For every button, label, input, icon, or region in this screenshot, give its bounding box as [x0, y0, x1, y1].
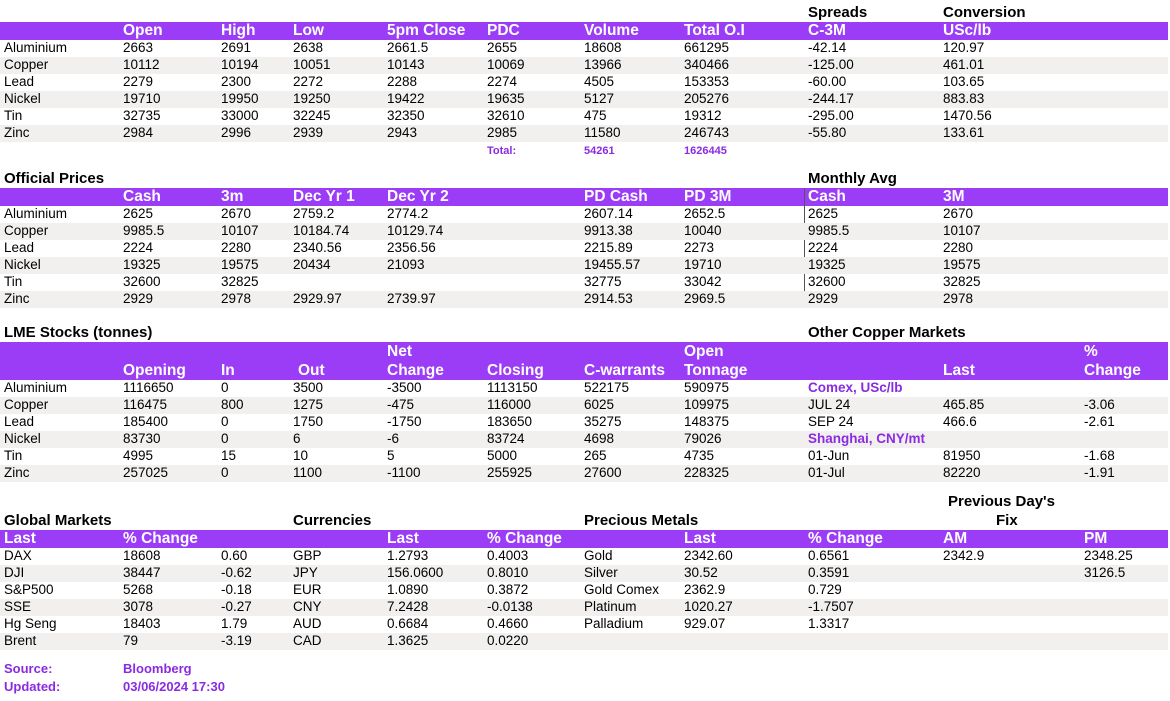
- cell-value: 661295: [684, 40, 730, 55]
- cell-value: 13966: [584, 57, 622, 72]
- cell-value: 185400: [123, 414, 169, 429]
- contract-label: SEP 24: [808, 414, 854, 429]
- metal-name: Silver: [584, 565, 618, 580]
- contract-change: -2.61: [1084, 414, 1115, 429]
- cell-value: 120.97: [943, 40, 985, 55]
- cell-value: 4995: [123, 448, 154, 463]
- cell-value: 116000: [487, 397, 532, 412]
- col-header: PD 3M: [684, 188, 732, 205]
- cell-value: 2279: [123, 74, 154, 89]
- cell-value: 1275: [293, 397, 324, 412]
- market-heading: Comex, USc/lb: [808, 380, 903, 395]
- col-header: 3m: [221, 188, 244, 205]
- currency-last: 0.6684: [387, 616, 429, 631]
- cell-value: -244.17: [808, 91, 854, 106]
- cell-value: 265: [584, 448, 607, 463]
- index-name: DAX: [4, 548, 32, 563]
- cell-value: 2929: [808, 291, 839, 306]
- index-change: 0.60: [221, 548, 248, 563]
- row-label: Zinc: [4, 291, 30, 306]
- cell-value: 10069: [487, 57, 525, 72]
- col-header: Tonnage: [684, 362, 748, 379]
- currency-code: EUR: [293, 582, 322, 597]
- monthly-avg-title: Monthly Avg: [808, 170, 897, 187]
- currency-change: -0.0138: [487, 599, 533, 614]
- total-volume: 54261: [584, 145, 615, 157]
- row-label: Aluminium: [4, 40, 68, 55]
- cell-value: 590975: [684, 380, 730, 395]
- col-header: Change: [387, 362, 444, 379]
- col-header: Open: [684, 343, 724, 360]
- cell-value: -55.80: [808, 125, 847, 140]
- cell-value: 475: [584, 108, 607, 123]
- cell-value: 10: [293, 448, 309, 463]
- cell-value: 5: [387, 448, 395, 463]
- cell-value: 2759.2: [293, 206, 335, 221]
- col-header: Dec Yr 2: [387, 188, 449, 205]
- row-label: Aluminium: [4, 206, 68, 221]
- cell-value: 2670: [221, 206, 252, 221]
- metal-change: -1.7507: [808, 599, 854, 614]
- cell-value: 800: [221, 397, 244, 412]
- cell-value: 19950: [221, 91, 259, 106]
- cell-value: 205276: [684, 91, 730, 106]
- currency-change: 0.4660: [487, 616, 529, 631]
- col-header: Closing: [487, 362, 544, 379]
- cell-value: 19250: [293, 91, 331, 106]
- cell-value: 9913.38: [584, 223, 633, 238]
- row-label: Zinc: [4, 125, 30, 140]
- index-change: -0.18: [221, 582, 252, 597]
- cell-value: 32600: [123, 274, 161, 289]
- col-header: Low: [293, 22, 324, 39]
- col-header: Last: [387, 530, 419, 547]
- cell-value: 5127: [584, 91, 615, 106]
- cell-value: 2663: [123, 40, 154, 55]
- cell-value: 522175: [584, 380, 630, 395]
- prev-fix-title: Fix: [996, 512, 1018, 529]
- cell-value: 2739.97: [387, 291, 436, 306]
- cell-value: 2661.5: [387, 40, 429, 55]
- row-label: Aluminium: [4, 380, 68, 395]
- cell-value: 257025: [123, 465, 169, 480]
- cell-value: 19312: [684, 108, 722, 123]
- index-change: 1.79: [221, 616, 248, 631]
- index-last: 18403: [123, 616, 161, 631]
- cell-value: 35275: [584, 414, 622, 429]
- cell-value: 20434: [293, 257, 331, 272]
- cell-value: 83724: [487, 431, 525, 446]
- cell-value: -1100: [387, 465, 421, 480]
- currency-code: CNY: [293, 599, 322, 614]
- cell-value: 19635: [487, 91, 525, 106]
- cell-value: 10184.74: [293, 223, 350, 238]
- col-header: %: [1084, 343, 1098, 360]
- col-header: Net: [387, 343, 412, 360]
- cell-value: 116475: [123, 397, 168, 412]
- cell-value: 19422: [387, 91, 425, 106]
- metal-name: Palladium: [584, 616, 644, 631]
- cell-value: 103.65: [943, 74, 985, 89]
- col-header: In: [221, 362, 235, 379]
- total-label: Total:: [487, 145, 517, 157]
- cell-value: 2224: [808, 240, 839, 255]
- cell-value: 4698: [584, 431, 615, 446]
- cell-value: 1750: [293, 414, 324, 429]
- col-header: Last: [943, 362, 975, 379]
- index-last: 18608: [123, 548, 161, 563]
- col-header: PD Cash: [584, 188, 648, 205]
- contract-change: -1.91: [1084, 465, 1115, 480]
- cell-value: 27600: [584, 465, 622, 480]
- cell-value: 10194: [221, 57, 259, 72]
- cell-value: 109975: [684, 397, 730, 412]
- cell-value: 2996: [221, 125, 252, 140]
- cell-value: 32775: [584, 274, 622, 289]
- contract-last: 465.85: [943, 397, 985, 412]
- cell-value: 1116650: [123, 380, 174, 395]
- currency-last: 7.2428: [387, 599, 429, 614]
- col-header: Volume: [584, 22, 639, 39]
- cell-value: 21093: [387, 257, 425, 272]
- cell-value: 4505: [584, 74, 615, 89]
- cell-value: 10129.74: [387, 223, 444, 238]
- cell-value: 32350: [387, 108, 425, 123]
- source-value: Bloomberg: [123, 661, 192, 676]
- metal-name: Platinum: [584, 599, 637, 614]
- cell-value: 883.83: [943, 91, 985, 106]
- fix-am: 2342.9: [943, 548, 985, 563]
- metal-change: 1.3317: [808, 616, 850, 631]
- col-header: AM: [943, 530, 968, 547]
- cell-value: 2691: [221, 40, 252, 55]
- contract-change: -3.06: [1084, 397, 1115, 412]
- currency-code: AUD: [293, 616, 322, 631]
- fix-pm: 3126.5: [1084, 565, 1126, 580]
- cell-value: 19575: [221, 257, 259, 272]
- index-last: 5268: [123, 582, 154, 597]
- cell-value: 33042: [684, 274, 722, 289]
- col-header: Dec Yr 1: [293, 188, 355, 205]
- cell-value: 461.01: [943, 57, 985, 72]
- col-header: PM: [1084, 530, 1108, 547]
- cell-value: 6025: [584, 397, 615, 412]
- metal-name: Gold: [584, 548, 613, 563]
- currency-code: GBP: [293, 548, 322, 563]
- cell-value: 2280: [221, 240, 252, 255]
- cell-value: 255925: [487, 465, 533, 480]
- col-header: 3M: [943, 188, 965, 205]
- cell-value: 15: [221, 448, 237, 463]
- col-header: Cash: [808, 188, 846, 205]
- cell-value: 2607.14: [584, 206, 633, 221]
- cell-value: 148375: [684, 414, 730, 429]
- currency-change: 0.4003: [487, 548, 529, 563]
- currency-code: JPY: [293, 565, 318, 580]
- cell-value: 10112: [123, 57, 160, 72]
- col-header: Last: [684, 530, 716, 547]
- col-header: PDC: [487, 22, 520, 39]
- total-oi: 1626445: [684, 145, 727, 157]
- contract-label: JUL 24: [808, 397, 851, 412]
- cell-value: 0: [221, 414, 229, 429]
- source-label: Source:: [4, 661, 53, 676]
- cell-value: 10051: [293, 57, 331, 72]
- cell-value: 4735: [684, 448, 715, 463]
- divider: [804, 188, 805, 306]
- cell-value: 79026: [684, 431, 722, 446]
- cell-value: 32610: [487, 108, 525, 123]
- row-label: Lead: [4, 414, 35, 429]
- row-label: Nickel: [4, 257, 41, 272]
- cell-value: 228325: [684, 465, 730, 480]
- metal-change: 0.3591: [808, 565, 850, 580]
- cell-value: -3500: [387, 380, 422, 395]
- contract-last: 81950: [943, 448, 981, 463]
- row-label: Tin: [4, 274, 23, 289]
- cell-value: 33000: [221, 108, 259, 123]
- index-name: SSE: [4, 599, 32, 614]
- cell-value: 2929: [123, 291, 154, 306]
- row-label: Lead: [4, 240, 35, 255]
- cell-value: 32245: [293, 108, 331, 123]
- cell-value: 10107: [221, 223, 259, 238]
- conversion-title: Conversion: [943, 4, 1026, 21]
- cell-value: 2670: [943, 206, 974, 221]
- cell-value: 2638: [293, 40, 324, 55]
- row-label: Tin: [4, 108, 23, 123]
- cell-value: 32825: [943, 274, 981, 289]
- cell-value: 133.61: [943, 125, 985, 140]
- updated-value: 03/06/2024 17:30: [123, 679, 225, 694]
- cell-value: 6: [293, 431, 301, 446]
- metal-last: 1020.27: [684, 599, 733, 614]
- cell-value: 2914.53: [584, 291, 633, 306]
- cell-value: 2652.5: [684, 206, 726, 221]
- cell-value: 2356.56: [387, 240, 436, 255]
- cell-value: 2625: [808, 206, 839, 221]
- cell-value: -42.14: [808, 40, 847, 55]
- cell-value: 1470.56: [943, 108, 992, 123]
- other-copper-title: Other Copper Markets: [808, 324, 966, 341]
- currency-last: 1.2793: [387, 548, 429, 563]
- cell-value: 2939: [293, 125, 324, 140]
- col-header: Out: [298, 362, 325, 379]
- cell-value: -1750: [387, 414, 422, 429]
- fix-pm: 2348.25: [1084, 548, 1133, 563]
- cell-value: -60.00: [808, 74, 847, 89]
- contract-last: 82220: [943, 465, 981, 480]
- cell-value: 19710: [123, 91, 161, 106]
- index-name: Hg Seng: [4, 616, 57, 631]
- metal-change: 0.729: [808, 582, 842, 597]
- index-last: 3078: [123, 599, 154, 614]
- cell-value: 10040: [684, 223, 722, 238]
- col-header: Total O.I: [684, 22, 745, 39]
- cell-value: 0: [221, 431, 229, 446]
- index-last: 38447: [123, 565, 161, 580]
- cell-value: 1113150: [487, 380, 538, 395]
- currency-change: 0.8010: [487, 565, 529, 580]
- row-label: Copper: [4, 57, 49, 72]
- metal-last: 2342.60: [684, 548, 733, 563]
- row-label: Tin: [4, 448, 23, 463]
- metal-change: 0.6561: [808, 548, 850, 563]
- cell-value: 3500: [293, 380, 324, 395]
- currency-last: 1.0890: [387, 582, 429, 597]
- contract-last: 466.6: [943, 414, 977, 429]
- metal-name: Gold Comex: [584, 582, 660, 597]
- currency-last: 1.3625: [387, 633, 429, 648]
- metal-last: 2362.9: [684, 582, 726, 597]
- metal-last: 30.52: [684, 565, 718, 580]
- col-header: High: [221, 22, 256, 39]
- cell-value: 2978: [221, 291, 252, 306]
- cell-value: 2625: [123, 206, 154, 221]
- cell-value: 1100: [293, 465, 323, 480]
- index-name: S&P500: [4, 582, 54, 597]
- col-header: USc/lb: [943, 22, 992, 39]
- cell-value: 5000: [487, 448, 518, 463]
- row-label: Copper: [4, 397, 49, 412]
- col-header: C-3M: [808, 22, 846, 39]
- cell-value: 11580: [584, 125, 621, 140]
- index-last: 79: [123, 633, 139, 648]
- cell-value: 2340.56: [293, 240, 342, 255]
- index-change: -0.27: [221, 599, 252, 614]
- cell-value: 2978: [943, 291, 974, 306]
- index-change: -3.19: [221, 633, 252, 648]
- index-change: -0.62: [221, 565, 252, 580]
- cell-value: 32600: [808, 274, 846, 289]
- global-markets-title: Global Markets: [4, 512, 112, 529]
- cell-value: 2224: [123, 240, 154, 255]
- spreads-title: Spreads: [808, 4, 868, 21]
- cell-value: 19575: [943, 257, 981, 272]
- contract-label: 01-Jul: [808, 465, 845, 480]
- col-header: C-warrants: [584, 362, 665, 379]
- precious-metals-title: Precious Metals: [584, 512, 699, 529]
- cell-value: 83730: [123, 431, 161, 446]
- cell-value: 0: [221, 465, 229, 480]
- cell-value: -295.00: [808, 108, 854, 123]
- row-label: Copper: [4, 223, 49, 238]
- currency-change: 0.0220: [487, 633, 529, 648]
- cell-value: 246743: [684, 125, 730, 140]
- row-label: Zinc: [4, 465, 30, 480]
- currency-change: 0.3872: [487, 582, 529, 597]
- col-header: Last: [4, 530, 36, 547]
- cell-value: 2280: [943, 240, 974, 255]
- cell-value: 10107: [943, 223, 981, 238]
- cell-value: 9985.5: [808, 223, 850, 238]
- cell-value: 183650: [487, 414, 533, 429]
- index-name: Brent: [4, 633, 37, 648]
- cell-value: -6: [387, 431, 400, 446]
- col-header: % Change: [123, 530, 198, 547]
- cell-value: 9985.5: [123, 223, 165, 238]
- row-label: Nickel: [4, 91, 41, 106]
- metal-last: 929.07: [684, 616, 726, 631]
- cell-value: 2943: [387, 125, 418, 140]
- cell-value: 2969.5: [684, 291, 726, 306]
- index-name: DJI: [4, 565, 25, 580]
- official-prices-title: Official Prices: [4, 170, 105, 187]
- col-header: Cash: [123, 188, 161, 205]
- lme-stocks-title: LME Stocks (tonnes): [4, 324, 153, 341]
- prev-fix-title: Previous Day's: [948, 493, 1055, 510]
- col-header: Change: [1084, 362, 1141, 379]
- cell-value: 2273: [684, 240, 715, 255]
- cell-value: 19325: [123, 257, 161, 272]
- currencies-title: Currencies: [293, 512, 372, 529]
- col-header: 5pm Close: [387, 22, 466, 39]
- currency-last: 156.0600: [387, 565, 444, 580]
- cell-value: 0: [221, 380, 229, 395]
- contract-label: 01-Jun: [808, 448, 850, 463]
- cell-value: 340466: [684, 57, 730, 72]
- cell-value: 2929.97: [293, 291, 342, 306]
- cell-value: 2274: [487, 74, 518, 89]
- cell-value: 2300: [221, 74, 252, 89]
- col-header: % Change: [487, 530, 562, 547]
- cell-value: 2272: [293, 74, 324, 89]
- updated-label: Updated:: [4, 679, 61, 694]
- zebra-row: [0, 633, 1168, 650]
- cell-value: 2985: [487, 125, 518, 140]
- col-header: Opening: [123, 362, 186, 379]
- cell-value: 153353: [684, 74, 730, 89]
- contract-change: -1.68: [1084, 448, 1115, 463]
- row-label: Nickel: [4, 431, 41, 446]
- cell-value: 19325: [808, 257, 846, 272]
- row-label: Lead: [4, 74, 35, 89]
- cell-value: 19455.57: [584, 257, 641, 272]
- cell-value: -475: [387, 397, 415, 412]
- cell-value: -125.00: [808, 57, 854, 72]
- market-heading: Shanghai, CNY/mt: [808, 431, 926, 446]
- cell-value: 2215.89: [584, 240, 633, 255]
- cell-value: 32735: [123, 108, 161, 123]
- cell-value: 2288: [387, 74, 418, 89]
- cell-value: 10143: [387, 57, 425, 72]
- cell-value: 2984: [123, 125, 154, 140]
- cell-value: 2655: [487, 40, 518, 55]
- currency-code: CAD: [293, 633, 322, 648]
- cell-value: 32825: [221, 274, 259, 289]
- cell-value: 18608: [584, 40, 622, 55]
- col-header: Open: [123, 22, 163, 39]
- cell-value: 19710: [684, 257, 722, 272]
- cell-value: 2774.2: [387, 206, 429, 221]
- col-header: % Change: [808, 530, 883, 547]
